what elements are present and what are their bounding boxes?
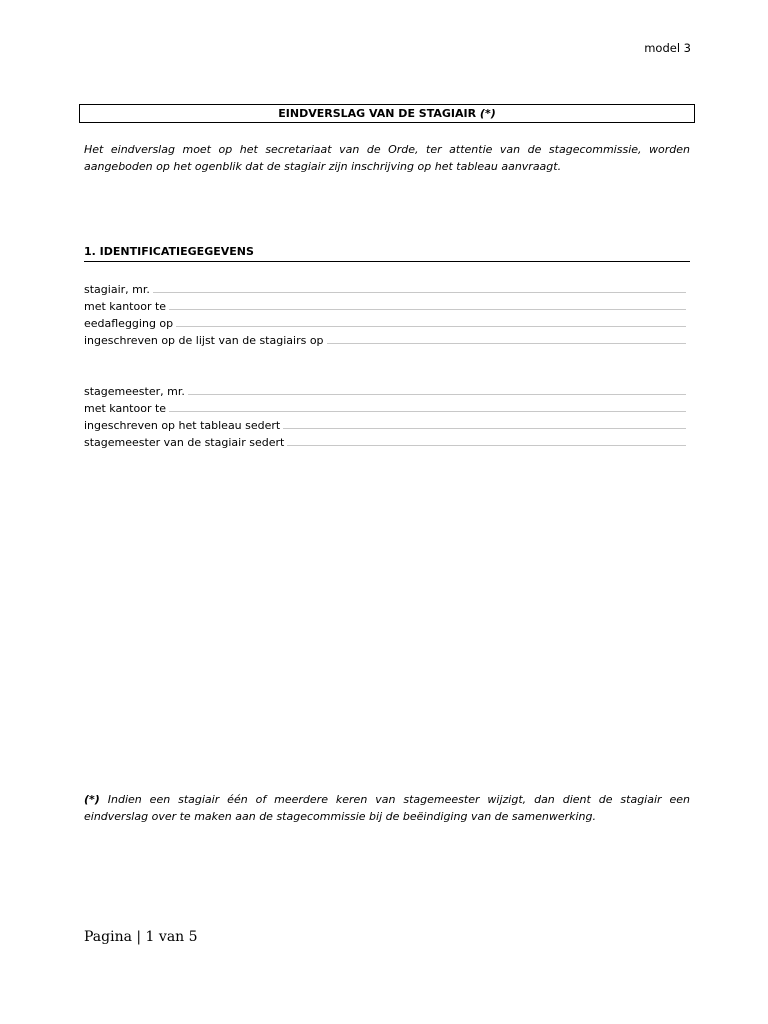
fill-in-line[interactable]: [327, 331, 686, 344]
footnote-text: Indien een stagiair één of meerdere keren van stagemeester wijzigt, dan dient de stagiair een eindverslag over te maken aan de stagecommissie bij de beëindiging van de samenwerking.: [84, 793, 690, 823]
fill-in-line[interactable]: [188, 382, 686, 395]
footnote-marker: (*): [84, 793, 100, 806]
field-oath-date: [84, 314, 690, 331]
field-label: stagiair, mr.: [84, 283, 150, 296]
field-registration-date: [84, 331, 690, 348]
page-number: Pagina | 1 van 5: [84, 929, 198, 945]
field-stagemeester-office: [84, 399, 690, 416]
fill-in-line[interactable]: [153, 280, 686, 293]
fill-in-line[interactable]: [283, 416, 686, 429]
field-stagemeester-name: [84, 382, 690, 399]
footnote: [84, 791, 690, 825]
field-label: stagemeester, mr.: [84, 385, 185, 398]
stagiair-fields: [84, 280, 690, 348]
field-stagemeester-since: [84, 433, 690, 450]
field-stagiair-name: [84, 280, 690, 297]
stagemeester-fields: [84, 382, 690, 450]
document-title: EINDVERSLAG VAN DE STAGIAIR: [278, 107, 477, 120]
document-title-box: [79, 104, 695, 123]
fill-in-line[interactable]: [287, 433, 686, 446]
model-label: model 3: [644, 41, 691, 55]
field-label: met kantoor te: [84, 300, 167, 313]
field-label: ingeschreven op de lijst van de stagiairs op: [84, 334, 324, 347]
intro-paragraph: Het eindverslag moet op het secretariaat van de Orde, ter attentie van de stagecommissie, worden aangeboden op het ogenblik dat de stagiair zijn inschrijving op het tableau aanvraagt.: [84, 143, 690, 173]
field-tableau-date: [84, 416, 690, 433]
field-stagiair-office: [84, 297, 690, 314]
fill-in-line[interactable]: [169, 399, 686, 412]
field-label: ingeschreven op het tableau sedert: [84, 419, 281, 432]
field-label: met kantoor te: [84, 402, 167, 415]
fill-in-line[interactable]: [176, 314, 686, 327]
fill-in-line[interactable]: [169, 297, 686, 310]
field-label: eedaflegging op: [84, 317, 174, 330]
section-heading-identification: 1. IDENTIFICATIEGEGEVENS: [84, 244, 690, 262]
title-footnote-marker: (*): [479, 107, 496, 120]
field-label: stagemeester van de stagiair sedert: [84, 436, 285, 449]
